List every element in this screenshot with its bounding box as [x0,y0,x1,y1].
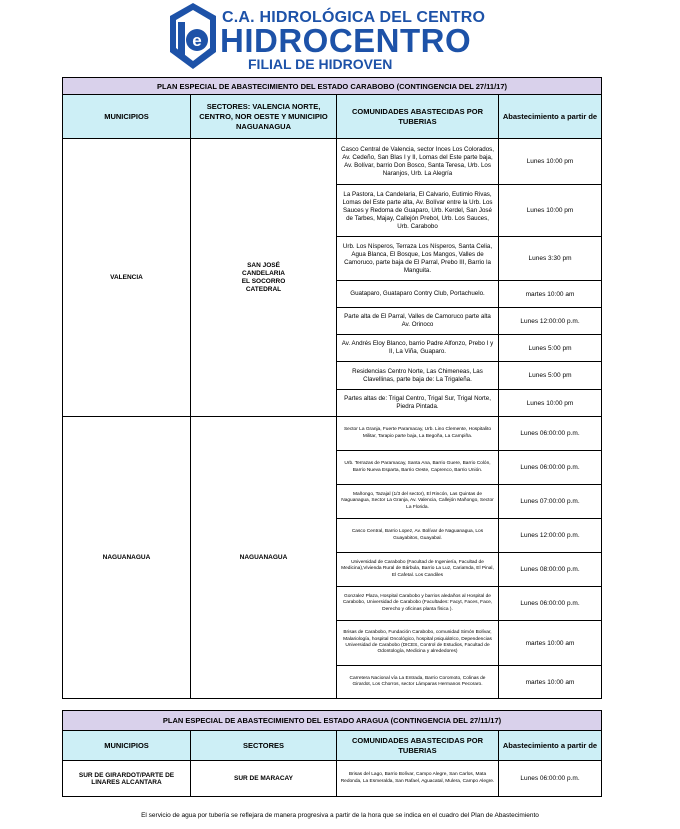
sector-label: NAGUANAGUA [239,553,288,561]
footer-note: El servicio de agua por tubería se reflejara de manera progresiva a partir de la hora que se indica en el cuadro del Plan de Abastecimiento [141,812,539,819]
brand-subtitle: FILIAL DE HIDROVEN [248,56,393,72]
supply-time-cell: Lunes 06:00:00 p.m. [499,761,602,797]
supply-time-cell: Lunes 06:00:00 p.m. [499,417,602,451]
comunidades-cell: Brisas de Carabobo, Fundación Carabobo, comunidad Simón Bolívar, Malariología, hospital Oncológico, hospital psiquiátrico, Dependencias Universidad de Carabobo (DICES, Control de Estudios, Facultad de Odontología, Medicina y alrededores) [337,621,499,666]
sectores-cell [191,417,337,699]
comunidades-cell: Universidad de Carabobo (Facultad de Ingeniería, Facultad de Medicina),Vivienda Rural de Bárbula, Barrio La Luz, Cariaïnda, El Pinal, El Cafetal. Los Candiles [337,553,499,587]
comunidades-cell: Casco Central de Valencia, sector Inces Los Colorados, Av. Cedeño, San Blas I y II, Lomas del Este parte baja, Av. Bolívar, barrio Don Bosco, Santa Teresa, Urb. Los Naranjos, Urb. La Alegría [337,139,499,185]
aragua-supply-table [62,710,602,797]
page-header [0,0,680,74]
header-comunidades: COMUNIDADES ABASTECIDAS POR TUBERIAS [337,731,499,761]
comunidades-cell: Partes altas de: Trigal Centro, Trigal Sur, Trigal Norte, Piedra Pintada. [337,390,499,417]
comunidades-cell: Gonzalez Plaza, Hospital Carabobo y barrios aledaños al Hospital de Carabobo, Universidad de Carabobo (Facultades: Facyt, Faces, Face, Derecho y oficinas planta física ). [337,587,499,621]
comunidades-cell: Carretera Nacional vía La Entrada, Barrio Coromoto, Colinas de Girardot, Los Chorros, sector Lámparas Hermanos Pecoraro. [337,666,499,699]
header-sectores: SECTORES: VALENCIA NORTE, CENTRO, NOR OESTE Y MUNICIPIO NAGUANAGUA [191,95,337,139]
sector-label: CATEDRAL [245,285,282,293]
table-title-row [63,78,602,95]
carabobo-plan-title: PLAN ESPECIAL DE ABASTECIMIENTO DEL ESTADO CARABOBO (CONTINGENCIA DEL 27/11/17) [63,78,602,95]
supply-time-cell: Lunes 06:00:00 p.m. [499,587,602,621]
supply-time-cell: martes 10:00 am [499,621,602,666]
comunidades-cell: Av. Andrés Eloy Blanco, barrio Padre Alfonzo, Prebo I y II, La Viña, Guaparo. [337,335,499,362]
sectores-cell [191,139,337,417]
header-abastecimiento: Abastecimiento a partir de [499,731,602,761]
supply-time-cell: Lunes 10:00 pm [499,185,602,237]
municipio-cell: VALENCIA [63,139,191,417]
column-header-row [63,95,602,139]
header-sectores: SECTORES [191,731,337,761]
sector-label: CANDELARIA [242,269,285,277]
supply-time-cell: Lunes 3:30 pm [499,237,602,281]
comunidades-cell: Guataparo, Guataparo Contry Club, Portachuelo. [337,281,499,308]
header-comunidades: COMUNIDADES ABASTECIDAS POR TUBERIAS [337,95,499,139]
municipio-cell: SUR DE GIRARDOT/PARTE DE LINARES ALCANTARA [63,761,191,797]
comunidades-cell: La Pastora, La Candelaria, El Calvario, Eutimio Rivas, Lomas del Este parte alta, Av. Bolívar entre la Urb. Los Sauces y Redoma de Guaparo, Urb. Kerdel, San José de Tarbes, Majay, Callejón Prebol, Urb. Los Sauces, Urb. Carabobo [337,185,499,237]
carabobo-supply-table [62,77,602,699]
brand-name: HIDROCENTRO [220,22,472,59]
comunidades-cell: Casco Central, Barrio Lopez, Av. Bolívar de Naguanagua, Los Guayabitos, Guayabal. [337,519,499,553]
supply-time-cell: Lunes 06:00:00 p.m. [499,451,602,485]
supply-time-cell: Lunes 5:00 pm [499,362,602,390]
comunidades-cell: Urb. Terrazas de Paramacay, Santa Ana, Barrio Guere, Barrio Colón, Barrio Nueva Esparta, Barrio Oeste, Caprenco, Barrio Unión. [337,451,499,485]
comunidades-cell: Brisas del Lago, Barrio Bolívar, Campo Alegre, San Carlos, Mata Redonda, La Esmeralda, San Rafael, Aguacatal, Mulera, Campo Alegre. [337,761,499,797]
supply-time-cell: martes 10:00 am [499,281,602,308]
table-row [63,761,602,797]
supply-time-cell: Lunes 08:00:00 p.m. [499,553,602,587]
supply-time-cell: Lunes 07:00:00 p.m. [499,485,602,519]
supply-time-cell: Lunes 12:00:00 p.m. [499,519,602,553]
municipio-cell: NAGUANAGUA [63,417,191,699]
comunidades-cell: Parte alta de El Parral, Valles de Camoruco parte alta Av. Orinoco [337,308,499,335]
sectores-cell: SUR DE MARACAY [191,761,337,797]
header-municipios: MUNICIPIOS [63,731,191,761]
supply-time-cell: martes 10:00 am [499,666,602,699]
supply-time-cell: Lunes 5:00 pm [499,335,602,362]
comunidades-cell: Residencias Centro Norte, Las Chimeneas, Las Clavellinas, parte baja de: La Trigaleña. [337,362,499,390]
table-row [63,139,602,185]
comunidades-cell: Urb. Los Nísperos, Terraza Los Nísperos, Santa Celia, Agua Blanca, El Bosque, Los Mangos, Valles de Camoruco, parte baja de El Parral, Prebo III, Barrio la Manguita. [337,237,499,281]
header-abastecimiento: Abastecimiento a partir de [499,95,602,139]
svg-text:e: e [192,31,202,50]
table-title-row [63,711,602,731]
comunidades-cell: Sector La Granja, Fuerte Paramacay, Urb. Lino Clemente, Hospitalito Militar, Tarapio parte baja, La Begoña, La Campiña. [337,417,499,451]
column-header-row [63,731,602,761]
sector-label: SAN JOSÉ [247,261,280,269]
supply-time-cell: Lunes 10:00 pm [499,390,602,417]
header-municipios: MUNICIPIOS [63,95,191,139]
sector-label: EL SOCORRO [241,277,286,285]
hidrocentro-logo-icon [164,2,222,72]
table-row [63,417,602,451]
aragua-plan-title: PLAN ESPECIAL DE ABASTECIMIENTO DEL ESTADO ARAGUA (CONTINGENCIA DEL 27/11/17) [63,711,602,731]
supply-time-cell: Lunes 12:00:00 p.m. [499,308,602,335]
org-name: C.A. HIDROLÓGICA DEL CENTRO [222,9,486,26]
comunidades-cell: Mañongo, Tazajal (1/3 del sector), El Rincón, Las Quintas de Naguanagua, Sector La Granja, Av. Valencia, Callejón Mañongo, Sector La Florida. [337,485,499,519]
supply-time-cell: Lunes 10:00 pm [499,139,602,185]
